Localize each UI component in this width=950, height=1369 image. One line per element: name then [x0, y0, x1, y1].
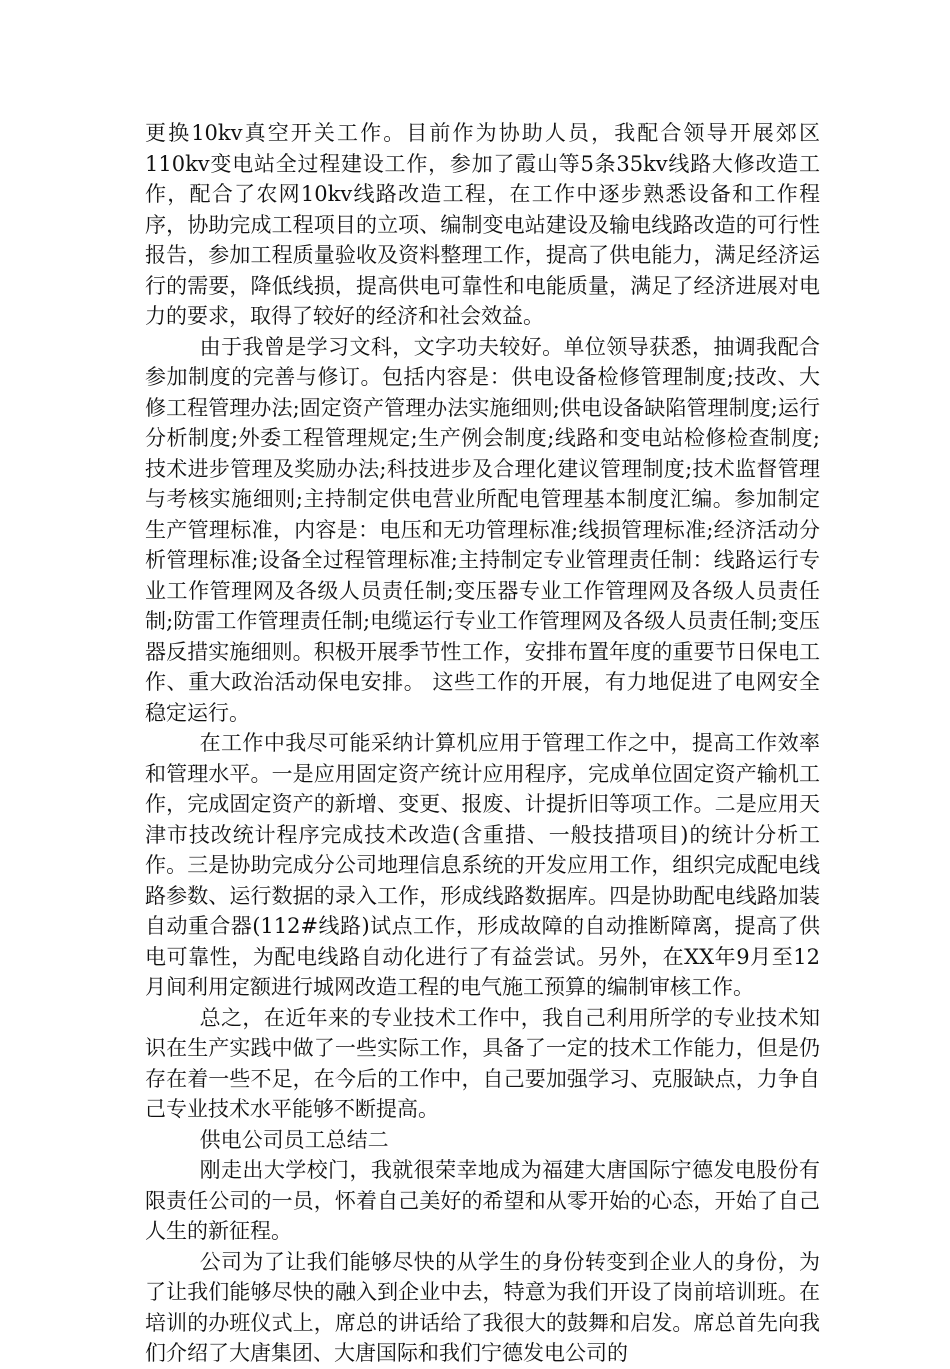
document-body — [145, 118, 820, 1369]
paragraph-2: 由于我曾是学习文科，文字功夫较好。单位领导获悉，抽调我配合参加制度的完善与修订。包括内容是：供电设备检修管理制度;技改、大修工程管理办法;固定资产管理办法实施细则;供电设备缺陷管理制度;运行分析制度;外委工程管理规定;生产例会制度;线路和变电站检修检查制度;技术进步管理及奖励办法;科技进步及合理化建议管理制度;技术监督管理与考核实施细则;主持制定供电营业所配电管理基本制度汇编。参加制定生产管理标准，内容是：电压和无功管理标准;线损管理标准;经济活动分析管理标准;设备全过程管理标准;主持制定专业管理责任制：线路运行专业工作管理网及各级人员责任制;变压器专业工作管理网及各级人员责任制;防雷工作管理责任制;电缆运行专业工作管理网及各级人员责任制;变压器反措实施细则。积极开展季节性工作，安排布置年度的重要节日保电工作、重大政治活动保电安排。 这些工作的开展，有力地促进了电网安全稳定运行。 — [145, 334, 820, 725]
paragraph-6: 公司为了让我们能够尽快的从学生的身份转变到企业人的身份，为了让我们能够尽快的融入到企业中去，特意为我们开设了岗前培训班。在培训的办班仪式上，席总的讲话给了我很大的鼓舞和启发。席总首先向我们介绍了大唐集团、大唐国际和我们宁德发电公司的 — [145, 1249, 820, 1365]
section-heading: 供电公司员工总结二 — [199, 1127, 389, 1152]
paragraph-5: 刚走出大学校门，我就很荣幸地成为福建大唐国际宁德发电股份有限责任公司的一员，怀着自己美好的希望和从零开始的心态，开始了自己人生的新征程。 — [145, 1158, 820, 1243]
paragraph-4: 总之，在近年来的专业技术工作中，我自己利用所学的专业技术知识在生产实践中做了一些实际工作，具备了一定的技术工作能力，但是仍存在着一些不足，在今后的工作中，自己要加强学习、克服缺点，力争自己专业技术水平能够不断提高。 — [145, 1005, 820, 1121]
paragraph-3: 在工作中我尽可能采纳计算机应用于管理工作之中，提高工作效率和管理水平。一是应用固定资产统计应用程序，完成单位固定资产输机工作，完成固定资产的新增、变更、报废、计提折旧等项工作。二是应用天津市技改统计程序完成技术改造(含重措、一般技措项目)的统计分析工作。三是协助完成分公司地理信息系统的开发应用工作，组织完成配电线路参数、运行数据的录入工作，形成线路数据库。四是协助配电线路加装自动重合器(112#线路)试点工作，形成故障的自动推断障离，提高了供电可靠性，为配电线路自动化进行了有益尝试。另外，在XX年9月至12月间利用定额进行城网改造工程的电气施工预算的编制审核工作。 — [145, 731, 820, 999]
paragraph-1: 更换10kv真空开关工作。目前作为协助人员，我配合领导开展郊区110kv变电站全过程建设工作，参加了霞山等5条35kv线路大修改造工作，配合了农网10kv线路改造工程，在工作中逐步熟悉设备和工作程序，协助完成工程项目的立项、编制变电站建设及输电线路改造的可行性报告，参加工程质量验收及资料整理工作，提高了供电能力，满足经济运行的需要，降低线损，提高供电可靠性和电能质量，满足了经济进展对电力的要求，取得了较好的经济和社会效益。 — [145, 121, 820, 328]
